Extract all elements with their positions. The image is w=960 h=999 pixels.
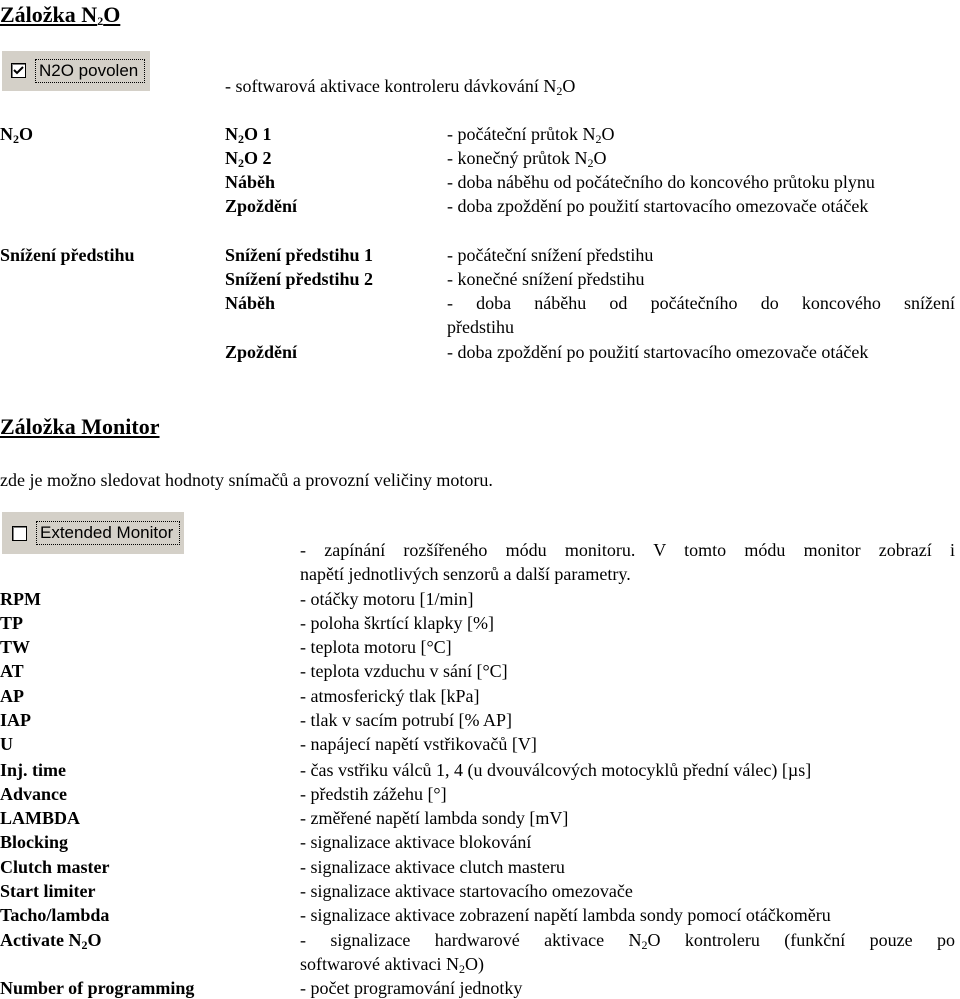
desc-advance: - předstih zážehu [°] bbox=[300, 784, 447, 804]
monitor-intro: zde je možno sledovat hodnoty snímačů a provozní veličiny motoru. bbox=[0, 470, 493, 490]
param-n2o-1: $N_2O$ 1 bbox=[225, 124, 272, 146]
desc-start-limiter: - signalizace aktivace startovacího omezovače bbox=[300, 881, 633, 901]
desc-tw: - teplota motoru [°C] bbox=[300, 637, 452, 657]
desc-tacho-lambda: - signalizace aktivace zobrazení napětí lambda sondy pomocí otáčkoměru bbox=[300, 905, 831, 925]
param-tp: TP bbox=[0, 613, 24, 633]
param-ap: AP bbox=[0, 686, 24, 706]
desc-activate-n2o-line2: softwarové aktivaci $N_2O$) bbox=[300, 954, 484, 976]
desc-n2o-2: - konečný průtok $N_2O$ bbox=[447, 148, 607, 170]
desc-retard-ramp-line1: - doba náběhu od počátečního do koncového snížení bbox=[447, 293, 955, 313]
param-inj-time: Inj. time bbox=[0, 760, 66, 780]
extended-monitor-checkbox-widget[interactable] bbox=[2, 512, 184, 554]
desc-retard-1: - počáteční snížení předstihu bbox=[447, 245, 654, 265]
group-n2o-label: $N_2O$ bbox=[0, 124, 34, 146]
desc-n2o-delay: - doba zpoždění po použití startovacího omezovače otáček bbox=[447, 196, 869, 216]
desc-iap: - tlak v sacím potrubí [% AP] bbox=[300, 710, 512, 730]
extended-monitor-checkbox[interactable] bbox=[12, 526, 27, 541]
desc-tp: - poloha škrtící klapky [%] bbox=[300, 613, 494, 633]
n2o-enable-description: - softwarová aktivace kontroleru dávkování $N_2O$ bbox=[225, 76, 576, 98]
param-number-of-programming: Number of programming bbox=[0, 978, 195, 998]
param-lambda: LAMBDA bbox=[0, 808, 80, 828]
param-retard-2: Snížení předstihu 2 bbox=[225, 269, 374, 289]
n2o-enable-checkbox-widget[interactable] bbox=[2, 51, 150, 91]
desc-u: - napájecí napětí vstřikovačů [V] bbox=[300, 734, 537, 754]
param-activate-n2o: Activate $N_2O$ bbox=[0, 930, 102, 952]
group-retard-label: Snížení předstihu bbox=[0, 245, 135, 265]
checkmark-icon bbox=[13, 65, 24, 76]
param-tw: TW bbox=[0, 637, 31, 657]
n2o-enable-label: N2O povolen bbox=[39, 61, 139, 80]
desc-blocking: - signalizace aktivace blokování bbox=[300, 832, 532, 852]
param-at: AT bbox=[0, 661, 24, 681]
param-rpm: RPM bbox=[0, 589, 41, 609]
extended-monitor-desc-line2: napětí jednotlivých senzorů a další parametry. bbox=[300, 564, 631, 584]
desc-number-of-programming: - počet programování jednotky bbox=[300, 978, 523, 998]
desc-activate-n2o-line1: - signalizace hardwarové aktivace $N_2O$ kontroleru (funkční pouze po bbox=[300, 930, 955, 952]
param-retard-1: Snížení předstihu 1 bbox=[225, 245, 374, 265]
desc-retard-delay: - doba zpoždění po použití startovacího omezovače otáček bbox=[447, 342, 869, 362]
param-start-limiter: Start limiter bbox=[0, 881, 96, 901]
desc-retard-2: - konečné snížení předstihu bbox=[447, 269, 645, 289]
desc-retard-ramp-line2: předstihu bbox=[447, 317, 514, 337]
n2o-enable-checkbox[interactable] bbox=[11, 63, 26, 78]
extended-monitor-desc-line1: - zapínání rozšířeného módu monitoru. V tomto módu monitor zobrazí i bbox=[300, 540, 955, 560]
desc-n2o-ramp: - doba náběhu od počátečního do koncového průtoku plynu bbox=[447, 172, 875, 192]
param-tacho-lambda: Tacho/lambda bbox=[0, 905, 110, 925]
desc-at: - teplota vzduchu v sání [°C] bbox=[300, 661, 508, 681]
param-retard-delay: Zpoždění bbox=[225, 342, 298, 362]
param-u: U bbox=[0, 734, 13, 754]
param-clutch-master: Clutch master bbox=[0, 857, 110, 877]
param-advance: Advance bbox=[0, 784, 67, 804]
desc-clutch-master: - signalizace aktivace clutch masteru bbox=[300, 857, 565, 877]
param-retard-ramp: Náběh bbox=[225, 293, 276, 313]
param-n2o-ramp: Náběh bbox=[225, 172, 276, 192]
param-iap: IAP bbox=[0, 710, 31, 730]
desc-n2o-1: - počáteční průtok $N_2O$ bbox=[447, 124, 615, 146]
param-blocking: Blocking bbox=[0, 832, 69, 852]
desc-rpm: - otáčky motoru [1/min] bbox=[300, 589, 474, 609]
desc-lambda: - změřené napětí lambda sondy [mV] bbox=[300, 808, 569, 828]
section-title-monitor: Záložka Monitor bbox=[0, 414, 160, 439]
desc-ap: - atmosferický tlak [kPa] bbox=[300, 686, 480, 706]
extended-monitor-label: Extended Monitor bbox=[40, 523, 174, 542]
desc-inj-time: - čas vstřiku válců 1, 4 (u dvouválcových motocyklů přední válec) [µs] bbox=[300, 760, 812, 780]
param-n2o-delay: Zpoždění bbox=[225, 196, 298, 216]
param-n2o-2: $N_2O$ 2 bbox=[225, 148, 272, 170]
section-title-n2o: Záložka $N_2O$ bbox=[0, 2, 121, 28]
